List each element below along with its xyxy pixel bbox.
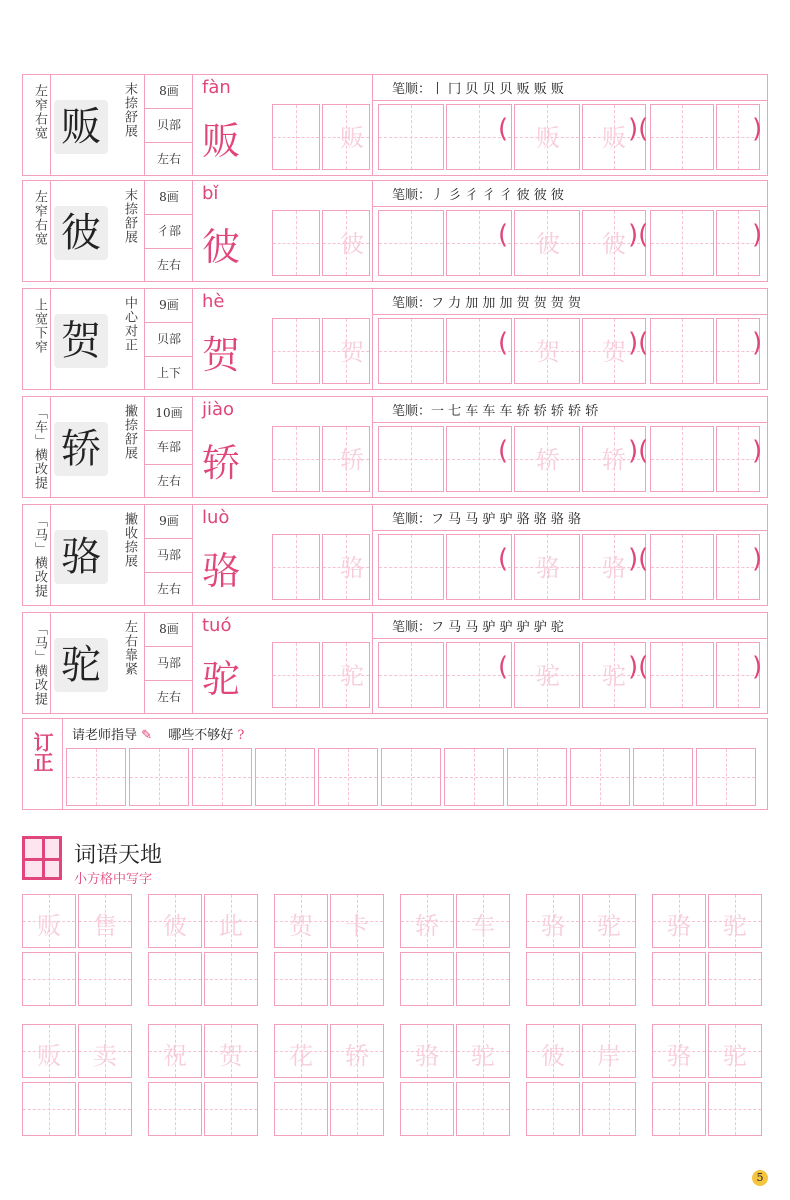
radical: 车部 [156, 440, 181, 454]
practice-box[interactable] [272, 426, 320, 492]
char-row [22, 612, 768, 714]
right-note: 撇捺舒展 [122, 404, 137, 460]
practice-box[interactable] [650, 104, 714, 170]
stroke-order: 笔顺：フ 马 马 驴 驴 驴 驴 驼 [392, 620, 564, 635]
practice-box[interactable] [272, 210, 320, 276]
word-box[interactable] [652, 952, 706, 1006]
ghost-char: 轿 [340, 446, 364, 474]
right-note: 中心对正 [122, 296, 137, 352]
word-box[interactable] [148, 952, 202, 1006]
correction-box[interactable] [696, 748, 756, 806]
practice-box[interactable] [650, 642, 714, 708]
practice-box[interactable] [650, 210, 714, 276]
stroke-count: 9画 [159, 298, 179, 312]
ghost-char: 驼 [340, 662, 364, 690]
paren-open: ( [498, 652, 509, 682]
word-box[interactable] [274, 952, 328, 1006]
radical: 贝部 [156, 118, 181, 132]
ghost-char: 花 [289, 1042, 313, 1070]
stroke-order: 笔顺：丨 冂 贝 贝 贝 贩 贩 贩 [392, 82, 564, 97]
trace-char: 骆 [202, 549, 241, 593]
correction-box[interactable] [633, 748, 693, 806]
paren-close: ) [752, 652, 763, 682]
paren-pair: )( [628, 220, 649, 250]
paren-pair: )( [628, 544, 649, 574]
ghost-char: 贩 [340, 124, 364, 152]
ghost-char: 驼 [602, 662, 626, 690]
ghost-char: 彼 [340, 230, 364, 258]
ghost-char: 贺 [289, 912, 313, 940]
char-row [22, 504, 768, 606]
left-note: 左窄右宽 [32, 84, 47, 140]
ghost-char: 贩 [37, 912, 61, 940]
ghost-char: 贩 [536, 124, 560, 152]
ghost-char: 贺 [602, 338, 626, 366]
ghost-char: 轿 [536, 446, 560, 474]
trace-char: 贩 [202, 119, 241, 163]
correction-box[interactable] [255, 748, 315, 806]
paren-close: ) [752, 328, 763, 358]
ghost-char: 驼 [597, 912, 621, 940]
practice-box[interactable] [378, 642, 444, 708]
structure: 左右 [156, 582, 181, 596]
stroke-count: 8画 [159, 84, 179, 98]
paren-close: ) [752, 436, 763, 466]
ghost-char: 贺 [219, 1042, 243, 1070]
word-box[interactable] [400, 1082, 454, 1136]
paren-close: ) [752, 114, 763, 144]
correction-box[interactable] [129, 748, 189, 806]
words-subtitle: 小方格中写字 [74, 872, 153, 887]
paren-open: ( [498, 114, 509, 144]
word-box[interactable] [456, 1082, 510, 1136]
ghost-char: 骆 [536, 554, 560, 582]
left-note: 上宽下窄 [32, 298, 47, 354]
ghost-char: 贺 [536, 338, 560, 366]
word-box[interactable] [456, 952, 510, 1006]
word-box[interactable] [582, 952, 636, 1006]
ghost-char: 轿 [345, 1042, 369, 1070]
ghost-char: 骆 [667, 1042, 691, 1070]
pinyin: jiào [202, 399, 235, 420]
words-header [22, 832, 222, 888]
model-char: 彼 [61, 210, 101, 256]
practice-box[interactable] [378, 426, 444, 492]
correction-box[interactable] [444, 748, 504, 806]
page-number: 5 [752, 1170, 768, 1186]
correction-prompt: 请老师指导 [72, 728, 138, 743]
ghost-char: 驼 [471, 1042, 495, 1070]
char-row [22, 288, 768, 390]
correction-label: 订正 [30, 732, 54, 772]
word-box[interactable] [708, 1082, 762, 1136]
model-char: 骆 [61, 534, 101, 580]
word-box[interactable] [22, 952, 76, 1006]
word-box[interactable] [274, 1082, 328, 1136]
ghost-char: 贺 [340, 338, 364, 366]
model-char: 贩 [61, 104, 101, 150]
ghost-char: 彼 [541, 1042, 565, 1070]
radical: 马部 [156, 656, 181, 670]
word-box[interactable] [526, 952, 580, 1006]
char-row [22, 180, 768, 282]
pencil-icon: ✎ [141, 728, 153, 743]
pinyin: luò [202, 507, 230, 528]
trace-char: 驼 [202, 657, 241, 701]
stroke-order: 笔顺：フ 力 加 加 加 贺 贺 贺 贺 [392, 296, 582, 311]
word-box[interactable] [78, 952, 132, 1006]
ghost-char: 骆 [602, 554, 626, 582]
paren-pair: )( [628, 436, 649, 466]
trace-char: 轿 [202, 441, 241, 485]
ghost-char: 骆 [340, 554, 364, 582]
radical: 马部 [156, 548, 181, 562]
word-box[interactable] [22, 1082, 76, 1136]
correction-box[interactable] [192, 748, 252, 806]
practice-box[interactable] [272, 642, 320, 708]
paren-close: ) [752, 220, 763, 250]
word-box[interactable] [330, 1082, 384, 1136]
word-box[interactable] [78, 1082, 132, 1136]
stroke-count: 8画 [159, 622, 179, 636]
ghost-char: 骆 [667, 912, 691, 940]
question-icon: ? [237, 728, 245, 743]
paren-pair: )( [628, 114, 649, 144]
word-box[interactable] [400, 952, 454, 1006]
stroke-order: 笔顺：フ 马 马 驴 驴 骆 骆 骆 骆 [392, 512, 582, 527]
paren-open: ( [498, 328, 509, 358]
word-box[interactable] [582, 1082, 636, 1136]
structure: 左右 [156, 474, 181, 488]
correction-box[interactable] [381, 748, 441, 806]
practice-box[interactable] [272, 104, 320, 170]
model-char: 贺 [61, 318, 101, 364]
paren-pair: )( [628, 328, 649, 358]
practice-box[interactable] [378, 104, 444, 170]
ghost-char: 祝 [163, 1042, 187, 1070]
word-box[interactable] [204, 952, 258, 1006]
trace-char: 贺 [202, 333, 241, 377]
practice-box[interactable] [272, 318, 320, 384]
stroke-order: 笔顺：丿 彡 彳 彳 彳 彼 彼 彼 [392, 188, 564, 203]
model-char: 驼 [61, 642, 101, 688]
stroke-count: 9画 [159, 514, 179, 528]
ghost-char: 彼 [163, 912, 187, 940]
radical: 贝部 [156, 332, 181, 346]
paren-close: ) [752, 544, 763, 574]
left-note: 左窄右宽 [32, 190, 47, 246]
practice-box[interactable] [650, 426, 714, 492]
char-row [22, 396, 768, 498]
correction-section [22, 718, 768, 810]
right-note: 左右靠紧 [122, 620, 137, 676]
ghost-char: 轿 [602, 446, 626, 474]
right-note: 末捺舒展 [122, 82, 137, 138]
model-char: 轿 [61, 426, 101, 472]
practice-box[interactable] [272, 534, 320, 600]
left-note: 「车」横改提 [32, 406, 47, 490]
correction-box[interactable] [318, 748, 378, 806]
stroke-order: 笔顺：一 七 车 车 车 轿 轿 轿 轿 轿 [392, 404, 599, 419]
structure: 左右 [156, 690, 181, 704]
paren-open: ( [498, 544, 509, 574]
correction-box[interactable] [570, 748, 630, 806]
paren-open: ( [498, 436, 509, 466]
ghost-char: 此 [219, 912, 243, 940]
structure: 上下 [156, 366, 181, 380]
stroke-count: 8画 [159, 190, 179, 204]
ghost-char: 轿 [415, 912, 439, 940]
word-box[interactable] [330, 952, 384, 1006]
ghost-char: 岸 [597, 1042, 621, 1070]
correction-prompt-2: 哪些不够好 [168, 728, 234, 743]
correction-box[interactable] [507, 748, 567, 806]
practice-box[interactable] [378, 318, 444, 384]
structure: 左右 [156, 152, 181, 166]
word-box[interactable] [204, 1082, 258, 1136]
words-title: 词语天地 [74, 843, 163, 868]
word-box[interactable] [708, 952, 762, 1006]
pinyin: fàn [202, 77, 231, 98]
paren-pair: )( [628, 652, 649, 682]
ghost-char: 骆 [415, 1042, 439, 1070]
ghost-char: 贩 [602, 124, 626, 152]
radical: 彳部 [156, 224, 181, 238]
word-box[interactable] [652, 1082, 706, 1136]
ghost-char: 驼 [723, 1042, 747, 1070]
ghost-char: 彼 [602, 230, 626, 258]
ghost-char: 售 [93, 912, 117, 940]
left-note: 「马」横改提 [32, 622, 47, 706]
practice-box[interactable] [650, 534, 714, 600]
practice-box[interactable] [378, 534, 444, 600]
right-note: 撇收捺展 [122, 512, 137, 568]
ghost-char: 彼 [536, 230, 560, 258]
right-note: 末捺舒展 [122, 188, 137, 244]
trace-char: 彼 [202, 225, 241, 269]
ghost-char: 卖 [93, 1042, 117, 1070]
structure: 左右 [156, 258, 181, 272]
stroke-count: 10画 [155, 406, 183, 420]
ghost-char: 驼 [723, 912, 747, 940]
pinyin: tuó [202, 615, 232, 636]
ghost-char: 车 [471, 912, 495, 940]
left-note: 「马」横改提 [32, 514, 47, 598]
pinyin: bǐ [202, 183, 219, 204]
ghost-char: 贩 [37, 1042, 61, 1070]
practice-box[interactable] [650, 318, 714, 384]
paren-open: ( [498, 220, 509, 250]
char-row [22, 74, 768, 176]
ghost-char: 驼 [536, 662, 560, 690]
grid-icon [22, 836, 62, 880]
pinyin: hè [202, 291, 225, 312]
word-box[interactable] [526, 1082, 580, 1136]
ghost-char: 卡 [345, 912, 369, 940]
practice-box[interactable] [378, 210, 444, 276]
word-box[interactable] [148, 1082, 202, 1136]
correction-box[interactable] [66, 748, 126, 806]
ghost-char: 骆 [541, 912, 565, 940]
